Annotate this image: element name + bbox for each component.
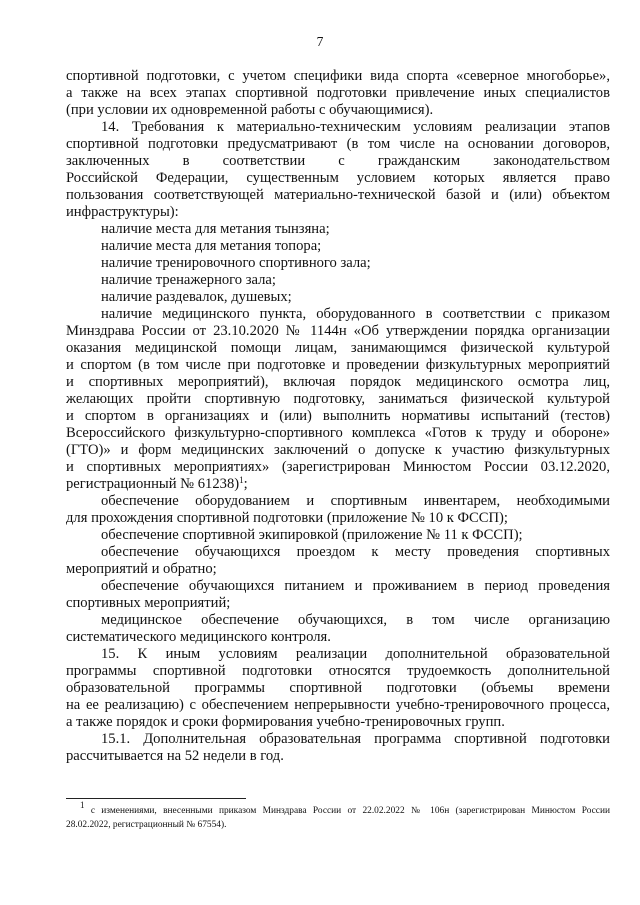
list-item: наличие тренажерного зала;: [101, 272, 276, 288]
text-line: 15.1. Дополнительная образовательная программа спортивной подготовки: [101, 731, 610, 747]
text-line: Российской Федерации, существенным условием которых является право: [66, 170, 610, 186]
text-line: рассчитывается на 52 недели в год.: [66, 748, 284, 764]
text-line: медицинское обеспечение обучающихся, в том числе организацию: [101, 612, 610, 628]
footnote-line: [80, 800, 611, 817]
text-line: и спортивных мероприятиях» (зарегистрирован Минюстом России 03.12.2020,: [66, 459, 610, 475]
text-line: программы спортивной подготовки относятся трудоемкость дополнительной: [66, 663, 610, 679]
text-line: спортивной подготовки предусматривают (в том числе на основании договоров,: [66, 136, 610, 152]
list-item: наличие места для метания тынзяна;: [101, 221, 330, 237]
text-line: (ГТО)» и форм медицинских заключений о допуске к участию физкультурных: [66, 442, 610, 458]
text-line: для прохождения спортивной подготовки (приложение № 10 к ФССП);: [66, 510, 508, 526]
list-item: наличие раздевалок, душевых;: [101, 289, 292, 305]
text-line: а также на всех этапах спортивной подготовки привлечение иных специалистов: [66, 85, 610, 101]
text-line: [66, 476, 610, 493]
footnote-reference[interactable]: 1: [239, 475, 244, 485]
text-line: спортивной подготовки, с учетом специфики вида спорта «северное многоборье»,: [66, 68, 610, 84]
text-line: желающих пройти спортивную подготовку, заниматься физической культурой: [66, 391, 610, 407]
text-line: заключенных в соответствии с гражданским законодательством: [66, 153, 610, 169]
text-line: 14. Требования к материально-техническим условиям реализации этапов: [101, 119, 610, 135]
text-line: и спортом (в том числе при подготовке и проведении физкультурных мероприятий: [66, 357, 610, 373]
text-line: образовательной программы спортивной подготовки (объемы времени: [66, 680, 610, 696]
text-line: обеспечение спортивной экипировкой (приложение № 11 к ФССП);: [101, 527, 523, 543]
text-line: систематического медицинского контроля.: [66, 629, 331, 645]
list-item: наличие места для метания топора;: [101, 238, 322, 254]
text-line: 15. К иным условиям реализации дополнительной образовательной: [101, 646, 610, 662]
footnote-divider: [66, 798, 246, 799]
text-line: на ее реализацию) с обеспечением непрерывности учебно-тренировочного процесса,: [66, 697, 610, 713]
footnote-line: 28.02.2022, регистрационный № 67554).: [66, 820, 227, 830]
text-line: (при условии их одновременной работы с обучающимися).: [66, 102, 434, 118]
text-line: обеспечение обучающихся проездом к месту проведения спортивных: [101, 544, 610, 560]
text-line: и спортивных мероприятий), включая порядок медицинского осмотра лиц,: [66, 374, 610, 390]
text-line: обеспечение обучающихся питанием и проживанием в период проведения: [101, 578, 610, 594]
text-line: мероприятий и обратно;: [66, 561, 217, 577]
text-line: Минздрава России от 23.10.2020 № 1144н «Об утверждении порядка организации: [66, 323, 610, 339]
text-line: пользования соответствующей материально-технической базой и (или) объектом: [66, 187, 610, 203]
punctuation: ;: [243, 476, 248, 492]
text-line: обеспечение оборудованием и спортивным инвентарем, необходимыми: [101, 493, 610, 509]
list-item: наличие тренировочного спортивного зала;: [101, 255, 371, 271]
text-line: и спортом в организациях и (или) выполнить нормативы испытаний (тестов): [66, 408, 610, 424]
text-span: регистрационный № 61238): [66, 476, 240, 492]
footnote-text: с изменениями, внесенными приказом Минздрава России от 22.02.2022 № 106н (зарегистрирован Минюстом России: [90, 806, 611, 816]
text-line: наличие медицинского пункта, оборудованного в соответствии с приказом: [101, 306, 610, 322]
text-line: спортивных мероприятий;: [66, 595, 231, 611]
text-line: а также порядок и сроки формирования учебно-тренировочных групп.: [66, 714, 505, 730]
text-line: инфраструктуры):: [66, 204, 179, 220]
text-line: оказания медицинской помощи лицам, занимающимся физической культурой: [66, 340, 610, 356]
text-line: Всероссийского физкультурно-спортивного комплекса «Готов к труду и обороне»: [66, 425, 610, 441]
footnote-marker: 1: [80, 800, 85, 810]
page-number: 7: [316, 34, 324, 49]
